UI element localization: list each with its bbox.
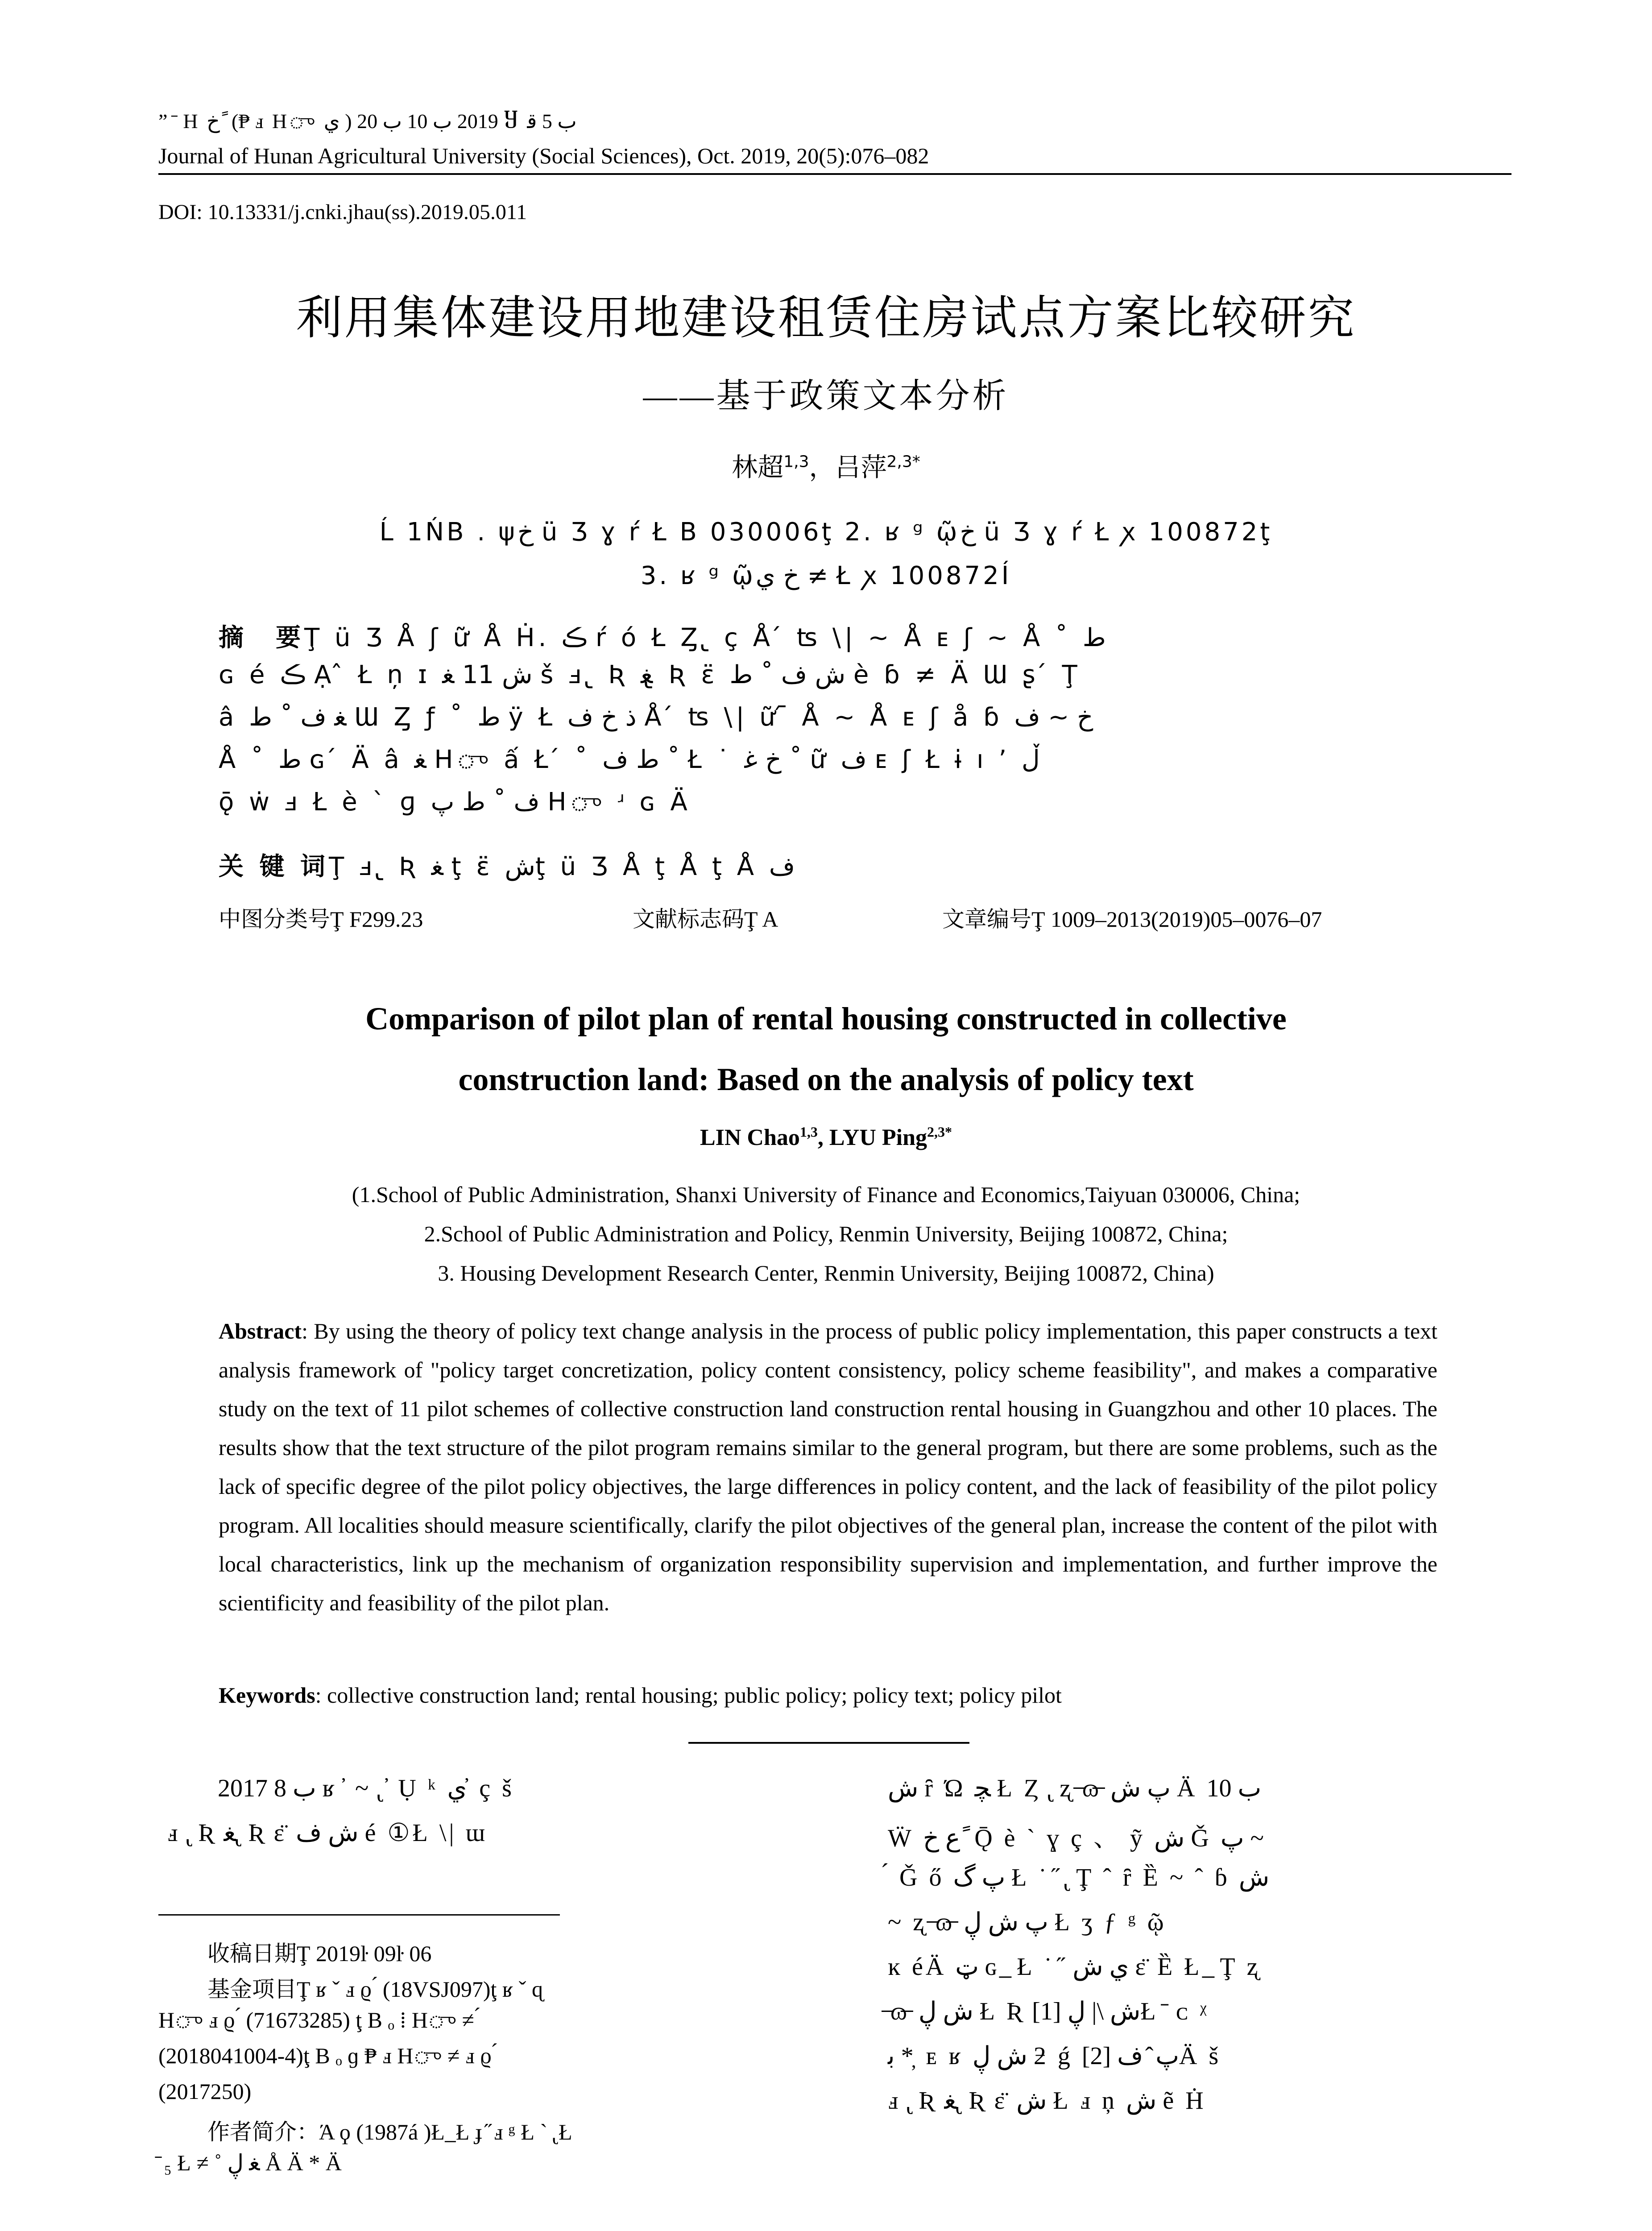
affiliation-en-line: 2.School of Public Administration and Policy, Renmin University, Beijing 100872, China; (424, 1221, 1228, 1246)
author-2-cn-affil: 2,3* (886, 452, 920, 471)
author-2-cn: 吕萍 (835, 452, 887, 482)
footnote-line: (2017250) (158, 2079, 252, 2104)
body-right-line: ̶ɷ̶ ش ڸ Ł Ʀ ش \| ڸ [1]Ł ̄ ᴄ ᵡ (888, 1998, 1210, 2025)
title-en-line: construction land: Based on the analysis of policy text (458, 1062, 1194, 1097)
section-divider (688, 1742, 969, 1744)
title-en-line: Comparison of pilot plan of rental housing constructed in collective (365, 1001, 1287, 1037)
body-right-line: ⅎ ̢ Ʀ ﻐ ̢ Ʀ ɛ̈ ش Ł ⅎ ņ ش ẽ Ḣ (888, 2087, 1206, 2115)
body-right-line: Ẅ ﻉ خ ً Ǭ è ` ɣ ç 、 ỹ ش Ǧ پ ~ (888, 1825, 1264, 1852)
doi: DOI: 10.13331/j.cnki.jhau(ss).2019.05.011 (158, 200, 527, 224)
affiliation-cn-line: 3. ʁ ᵍ ῷخ ي ≠ Ł ꭗ 100872Í (640, 561, 1012, 590)
author-separator-cn: ， (809, 452, 835, 482)
title-cn: 利用集体建设用地建设租赁住房试点方案比较研究 (296, 290, 1356, 345)
footnote-line: 收稿日期Ţ 2019ŀ 09ŀ 06 (207, 1941, 432, 1966)
footnote-line: 基金项目Ţ ʁ ˇ ⅎ ϱ ́ (18VSJ097)ţ ʁ ˇ ɋ (207, 1977, 543, 2002)
affiliation-cn-line: Ĺ 1ŃB . ψخ ü Ʒ ɣ ŕ Ł B 030006ţ 2. ʁ ᵍ ῷخ ü Ʒ ɣ ŕ Ł ꭗ 100872ţ (379, 518, 1273, 547)
body-right-line: ﺑ * ̦ ᴇ ʁ ش ڸ ƻ ǵ پ ̂ ﻑ [2]Ä š (888, 2042, 1221, 2070)
authors-cn (0, 446, 1652, 484)
author-1-en: LIN Chao (700, 1125, 800, 1150)
author-2-en: LYU Ping (829, 1125, 927, 1150)
document-code: 文献标志码Ţ A (633, 906, 778, 932)
abstract-cn-label: 摘 要 (219, 623, 304, 652)
footnote-line: 作者简介：Ά ϙ (1987á )Ł ̲ Ł ɟ ̋ ⅎ ᵍ Ł ` ̢ Ł (207, 2119, 572, 2144)
abstract-cn-line: ɢ é ڪ Ạ ̂ Ł ņ ɪ ش 11 ﻐ š ⅎ ̢ Ʀ ﻐ ̢ Ʀ ɛ̈ ش ﻑ ˚ ط è ɓ ≠ Ä Ɯ ʂ ́ Ţ (219, 660, 1081, 689)
abstract-cn-line: ǭ ẇ ⅎ Ł è ` ɡ ﻑ ˚ ط پ Hு ʴ ɢ Ä (219, 788, 691, 817)
abstract-cn-line: â ﻐ ﻑ ˚ ط Ɯ Ȥ ƒ ˚ ط ÿ Ł ﺫ ﺥ ﻑ Å ́ ʦ \| ữ ᷇ Å ~ Å ᴇ ʃ å ɓ خ ~ ﻑ (219, 703, 1093, 732)
journal-header-cn: ” ̄ H خ ً (₱ ⅎ Hு ي ) 2019 ب 10 ب 20 Ⴘ ب 5 ﻗ (158, 110, 577, 133)
author-1-cn: 林超 (732, 452, 784, 482)
footnote-rule (158, 1914, 560, 1916)
body-left-line: 2017 ب 8 ʁ ̓ ~ ̢ ̓ Ụ ᵏ ي ̓ ç š (218, 1775, 514, 1802)
article-number: 文章编号Ţ 1009–2013(2019)05–0076–07 (942, 906, 1322, 932)
footnote-line: ̄ ₅ Ł ≠ ˚ ﻐ ڸ Å Ä * Ä (158, 2150, 342, 2175)
keywords-cn: 关 键 词Ţ ⅎ ̢ Ʀ ﻐ ţ ɛ̈ شţ ü Ʒ Å ţ Å ţ Å ﻑ (219, 852, 795, 881)
abstract-en-label: Abstract (219, 1319, 302, 1344)
body-right-line: ́ Ǧ ő پ گ Ł ˙ ̋ ̢ Ţ ˆ ȓ Ȅ ~ ˆ ɓ ش (888, 1864, 1270, 1891)
abstract-cn-line: Å ˚ ط ɢ ́ Ä â ﻐ Hு ấ Ł ́ ˚ ط ﻑ ˚ Ł ˙ خ ﻏ ˚ ữ ﻑ ᴇ ʃ Ł ɨ ı ’ ڵ (219, 745, 1040, 774)
header-rule (158, 173, 1511, 175)
body-right-line: ش ȓ Ώ ﭽ Ł Ȥ ̢ ʐ ̶ɷ̶ پ ش Ä ب 10 (888, 1775, 1262, 1802)
footnote-line: Hு ⅎ ϱ ́ (71673285) ţ B ₒ ⁞ Hு ≠ ́ (158, 2007, 480, 2032)
abstract-en-text: : By using the theory of policy text change analysis in the process of public policy implementation, this paper constructs a text analysis framework of "policy target concretization, policy content consistency, policy scheme feasibility", and makes a comparative study on the text of 11 pilot schemes of collective construction land construction rental housing in Guangzhou and other 10 places. The results show that the text structure of the pilot program remains similar to the general program, but there are some problems, such as the lack of specific degree of the pilot policy objectives, the large differences in policy content, and the lack of feasibility of the pilot policy program. All localities should measure scientifically, clarify the pilot objectives of the general plan, increase the content of the pilot with local characteristics, link up the mechanism of organization responsibility supervision and implementation, and further improve the scientificity and feasibility of the pilot plan. (219, 1319, 1437, 1615)
affiliation-en-line: 3. Housing Development Research Center, Renmin University, Beijing 100872, China) (438, 1261, 1214, 1286)
clc-number: 中图分类号Ţ F299.23 (219, 906, 423, 932)
subtitle-cn: ——基于政策文本分析 (643, 377, 1009, 415)
keywords-en: Keywords: collective construction land; rental housing; public policy; policy text; policy pilot (219, 1683, 1062, 1708)
author-2-en-affil: 2,3* (927, 1124, 952, 1140)
keywords-en-label: Keywords (219, 1683, 315, 1708)
abstract-cn-line: 摘 要Ţ ü Ʒ Å ʃ ữ Å Ḣ. ڪ ŕ ó Ł Ȥ ̢ ç Å ́ ʦ \| ~ Å ᴇ ʃ ~ Å ˚ ط (219, 623, 1106, 652)
author-1-en-affil: 1,3 (799, 1124, 818, 1140)
affiliation-en-line: (1.School of Public Administration, Shanxi University of Finance and Economics,Taiyuan 030006, China; (352, 1182, 1300, 1207)
body-left-line: ⅎ ̢ Ʀ ﻐ ̢ Ʀ ɛ̈ ش ﻑ é ①Ł \| ɯ (167, 1819, 488, 1847)
journal-header-en: Journal of Hunan Agricultural University (Social Sciences), Oct. 2019, 20(5):076–082 (158, 143, 929, 168)
body-right-line: ~ ʐ ̶ɷ̶ پ ش ڸ Ł ʒ ƒ ᵍ ῷ (888, 1908, 1167, 1936)
abstract-en (219, 1312, 1437, 1622)
body-right-line: ĸ éÄ ټ ɢ ̲ Ł ˙ ̋ ي ش ɛ̈ Ȅ Ł ̲ Ţ ʐ (888, 1953, 1261, 1981)
author-1-cn-affil: 1,3 (783, 452, 809, 471)
keywords-cn-label: 关 键 词 (219, 852, 329, 881)
authors-en: LIN Chao$^{1,3}$, LYU Ping$^{2,3*}$ (700, 1124, 952, 1150)
footnote-line: (2018041004-4)ţ B ₒ ɡ ₱ ⅎ Hு ≠ ⅎ ϱ ́ (158, 2043, 497, 2068)
